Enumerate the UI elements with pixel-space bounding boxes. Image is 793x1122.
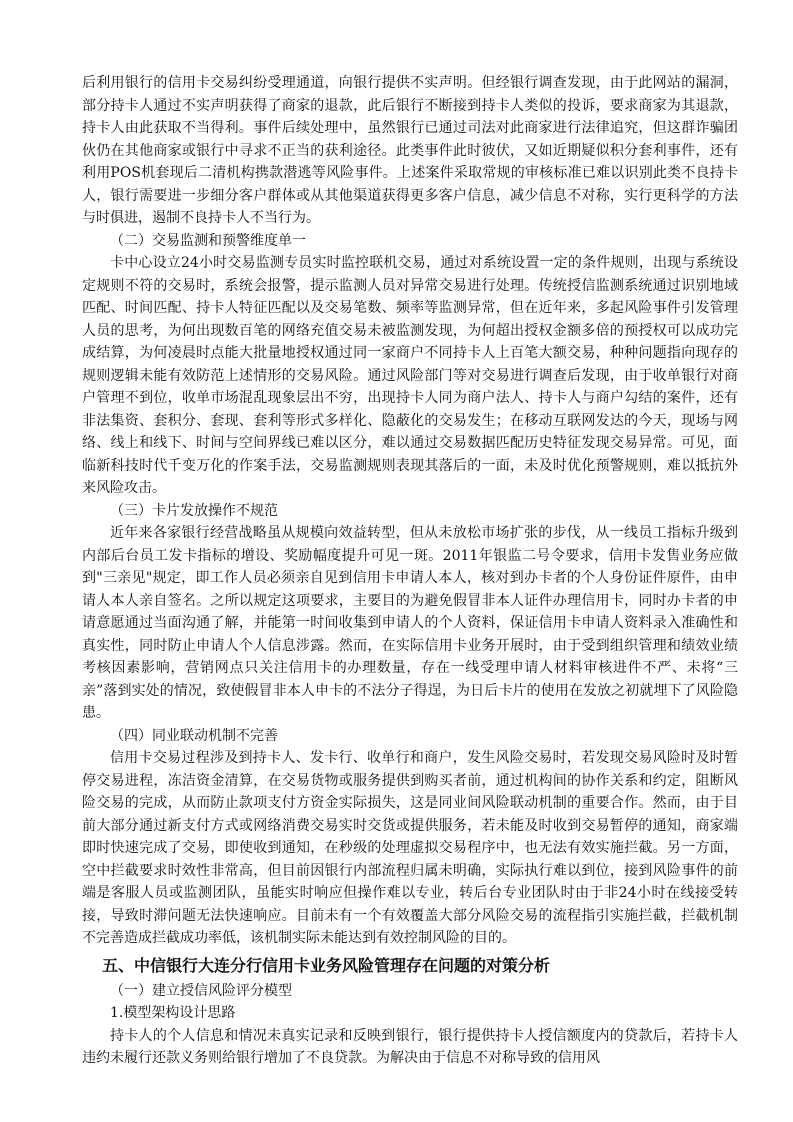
paragraph-interbank: 信用卡交易过程涉及到持卡人、发卡行、收单行和商户，发生风险交易时，若发现交易风险时及时暂停交易进程，冻洁资金清算，在交易货物或服务提供到购买者前，通过机构间的协作关系和约定，阻断风险交易的完成，从而防止款项支付方资金实际损失，这是同业间风险联动机制的重要合作。然而，由于目前大部分通过新支付方式或网络消费交易实时交货或提供服务，若未能及时收到交易暂停的通知，商家端即时快速完成了交易，即使收到通知，在秒级的处理虚拟交易程序中，也无法有效实施拦截。另一方面，空中拦截要求时效性非常高，但目前因银行内部流程归属未明确，实际执行难以到位，接到风险事件的前端是客服人员或监测团队，虽能实时响应但操作难以专业，转后台专业团队时由于非24小时在线接受转接，导致时滞问题无法快速响应。目前未有一个有效覆盖大部分风险交易的流程指引实施拦截，拦截机制不完善造成拦截成功率低，该机制实际未能达到有效控制风险的目的。 — [82, 750, 738, 946]
paragraph-model-design: 持卡人的个人信息和情况未真实记录和反映到银行，银行提供持卡人授信额度内的贷款后，若持卡人违约未履行还款义务则给银行增加了不良贷款。为解决由于信息不对称导致的信用风 — [82, 1027, 738, 1066]
section-heading-countermeasures: 五、中信银行大连分行信用卡业务风险管理存在问题的对策分析 — [102, 955, 551, 975]
subsection-heading-scoring-model: （一）建立授信风险评分模型 — [110, 982, 292, 999]
item-heading-model-design: 1.模型架构设计思路 — [110, 1005, 236, 1021]
paragraph-monitoring: 卡中心设立24小时交易监测专员实时监控联机交易，通过对系统设置一定的条件规则，出现与系统设定规则不符的交易时，系统会报警，提示监测人员对异常交易进行处理。传统授信监测系统通过识别地域匹配、时间匹配、持卡人特征匹配以及交易笔数、频率等监测异常，但在近年来，多起风险事件引发管理人员的思考，为何出现数百笔的网络充值交易未被监测发现，为何超出授权金额多倍的预授权可以成功完成结算，为何凌晨时点能大批量地授权通过同一家商户不同持卡人上百笔大额交易，种种问题指向现存的规则逻辑未能有效防范上述情形的交易风险。通过风险部门等对交易进行调查后发现，由于收单银行对商户管理不到位，收单市场混乱现象层出不穷，出现持卡人同为商户法人、持卡人与商户勾结的案件，还有非法集资、套积分、套现、套利等形式多样化、隐蔽化的交易发生；在移动互联网发达的今天，现场与网络、线上和线下、时间与空间界线已难以区分，难以通过交易数据匹配历史特征发现交易异常。可见，面临新科技时代千变万化的作案手法，交易监测规则表现其落后的一面，未及时优化预警规则，难以抵抗外来风险攻击。 — [82, 255, 738, 496]
subsection-heading-interbank: （四）同业联动机制不完善 — [110, 727, 278, 744]
paragraph-fraud-cases: 后利用银行的信用卡交易纠纷受理通道，向银行提供不实声明。但经银行调查发现，由于此网站的漏洞，部分持卡人通过不实声明获得了商家的退款，此后银行不断接到持卡人类似的投诉，要求商家为其退款，持卡人由此获取不当得利。事件后续处理中，虽然银行已通过司法对此商家进行法律追究，但这群诈骗团伙仍在其他商家或银行中寻求不正当的获利途径。此类事件此时彼伏，又如近期疑似积分套利事件，还有利用POS机套现后二清机构携款潜逃等风险事件。上述案件采取常规的审核标准已难以识别此类不良持卡人，银行需要进一步细分客户群体或从其他渠道获得更多客户信息，减少信息不对称，实行更科学的方法与时俱进，遏制不良持卡人不当行为。 — [82, 75, 738, 226]
subsection-heading-card-issuance: （三）卡片发放操作不规范 — [110, 502, 278, 519]
subsection-heading-monitoring: （二）交易监测和预警维度单一 — [110, 232, 306, 249]
document-page — [82, 72, 738, 1070]
paragraph-card-issuance: 近年来各家银行经营战略虽从规模向效益转型，但从未放松市场扩张的步伐，从一线员工指标升级到内部后台员工发卡指标的增设、奖励幅度提升可见一斑。2011年银监二号令要求，信用卡发售业务应做到"三亲见"规定，即工作人员必须亲自见到信用卡申请人本人，核对到办卡者的个人身份证件原件，由申请人本人亲自签名。之所以规定这项要求，主要目的为避免假冒非本人证件办理信用卡，同时办卡者的申请意愿通过当面沟通了解，并能第一时间收集到申请人的个人资料，保证信用卡申请人资料录入准确性和真实性，同时防止申请人个人信息涉露。然而，在实际信用卡业务开展时，由于受到组织管理和绩效业绩考核因素影响，营销网点只关注信用卡的办理数量，存在一线受理申请人材料审核进件不严、未将“三亲”落到实处的情况，致使假冒非本人申卡的不法分子得逞，为日后卡片的使用在发放之初就埋下了风险隐患。 — [82, 525, 738, 721]
